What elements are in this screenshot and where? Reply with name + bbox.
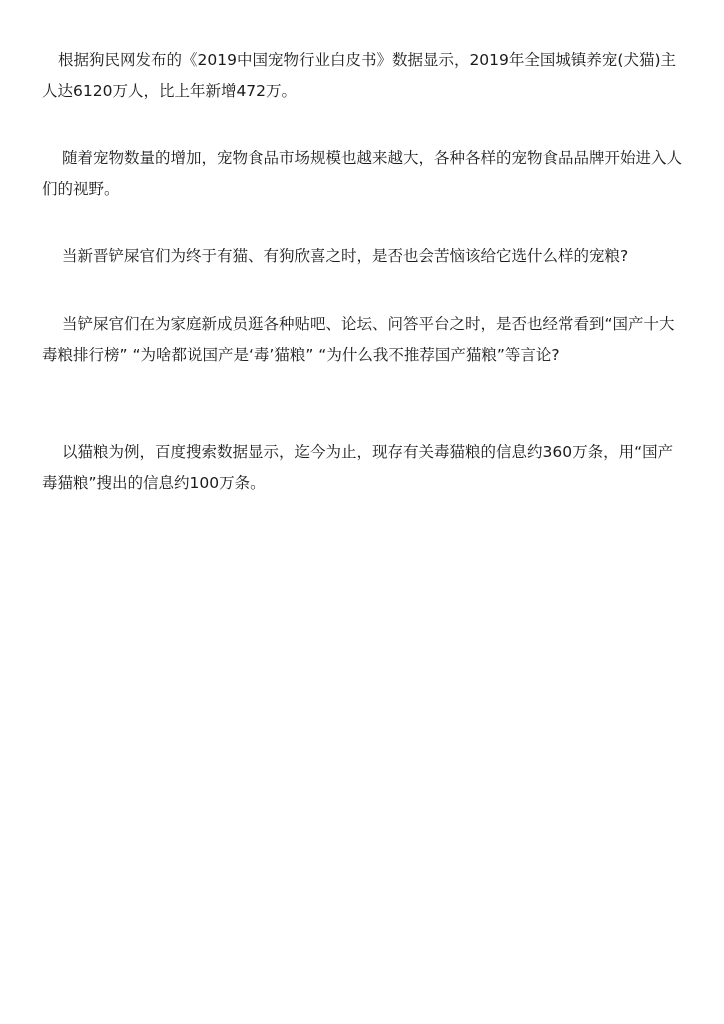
paragraph-forum-comments: 当铲屎官们在为家庭新成员逛各种贴吧、论坛、问答平台之时，是否也经常看到“国产十大毒粮排行榜” “为啥都说国产是‘毒’猫粮” “为什么我不推荐国产猫粮”等言论? [42, 315, 675, 364]
paragraph-pet-industry-whitepaper: 根据狗民网发布的《2019中国宠物行业白皮书》数据显示，2019年全国城镇养宠(犬猫)主人达6120万人，比上年新增472万。 [42, 51, 676, 100]
paragraph-choosing-pet-food: 当新晋铲屎官们为终于有猫、有狗欣喜之时，是否也会苦恼该给它选什么样的宠粮? [62, 247, 629, 265]
paragraph-pet-food-market: 随着宠物数量的增加，宠物食品市场规模也越来越大，各种各样的宠物食品品牌开始进入人们的视野。 [42, 149, 683, 198]
paragraph-search-statistics: 以猫粮为例，百度搜索数据显示，迄今为止，现存有关毒猫粮的信息约360万条，用“国产 毒猫粮”搜出的信息约100万条。 [42, 443, 679, 492]
